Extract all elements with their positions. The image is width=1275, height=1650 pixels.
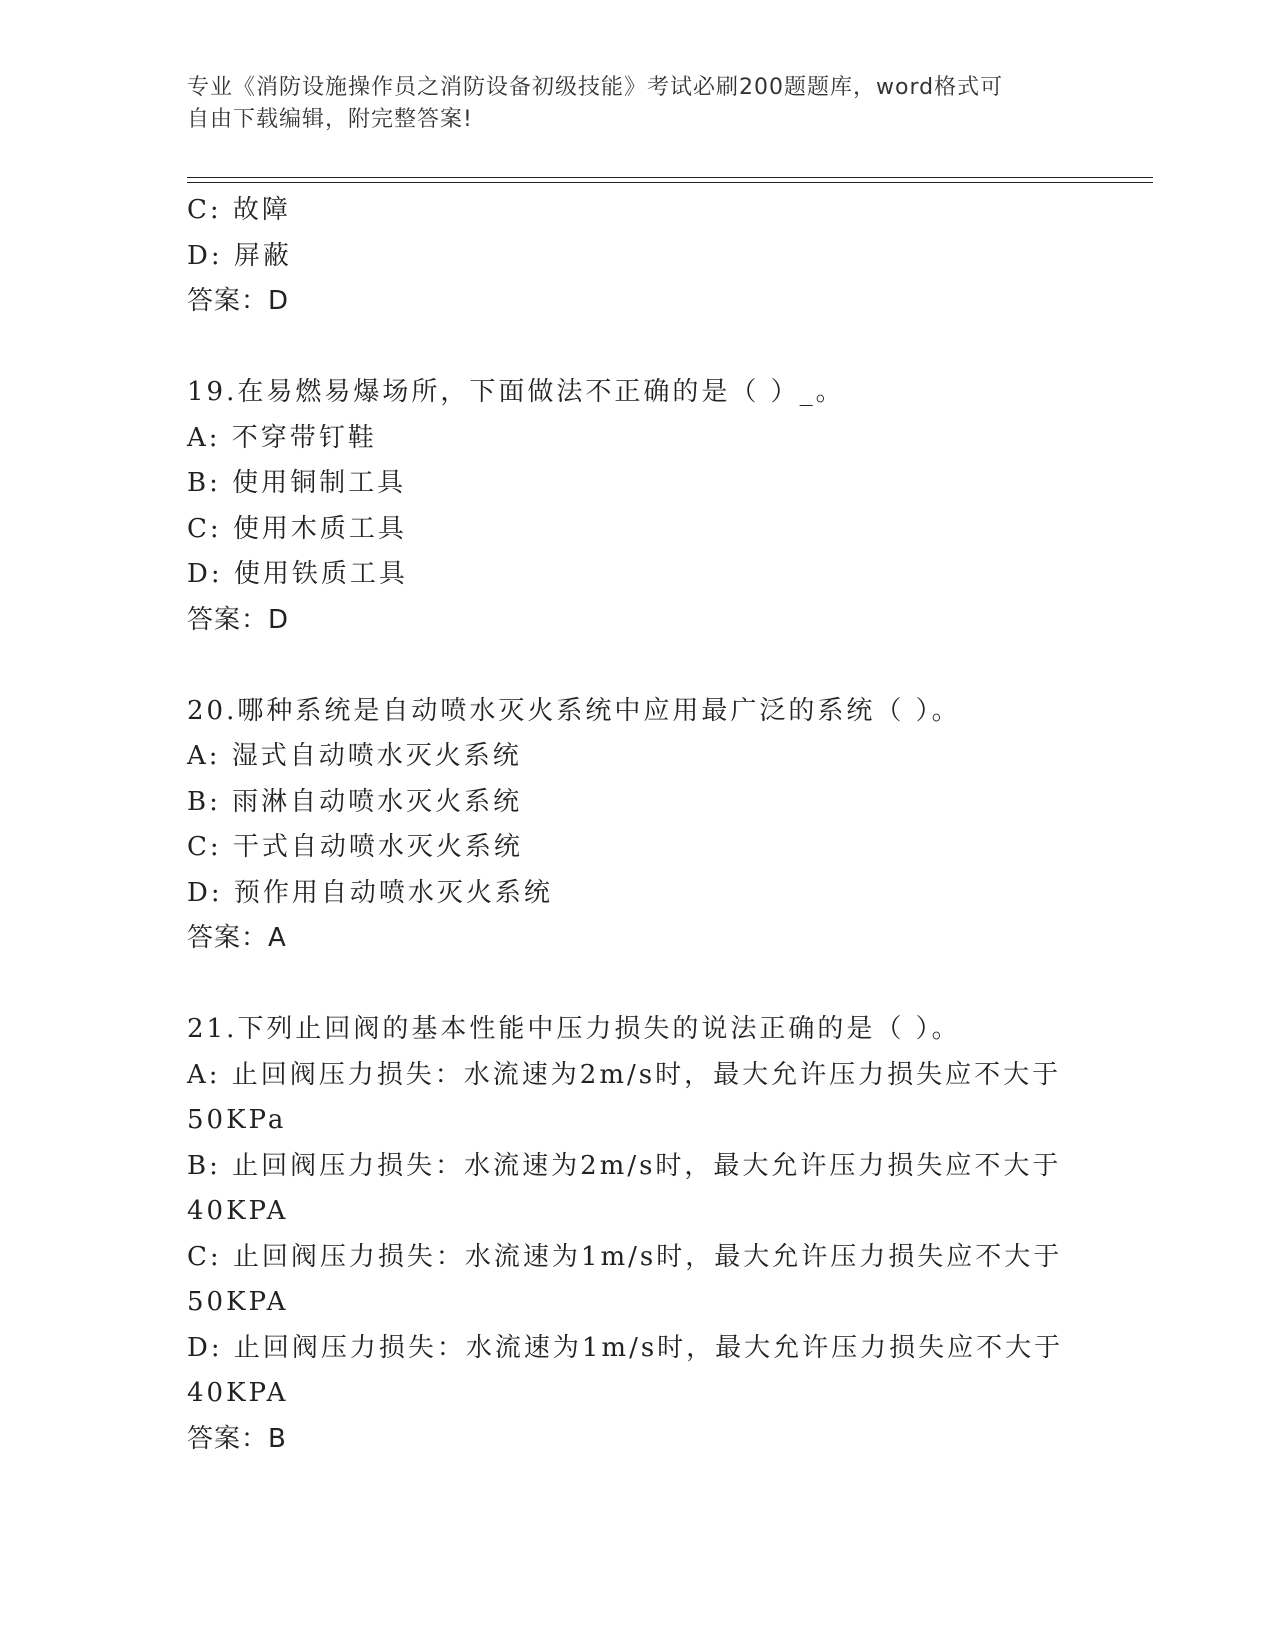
- answer: 答案：A: [187, 923, 287, 953]
- header-divider-bottom: [187, 182, 1153, 183]
- option-b: B: 使用铜制工具: [187, 468, 407, 498]
- header-divider-top: [187, 177, 1153, 178]
- question-20: [187, 689, 1087, 962]
- answer: 答案：D: [187, 604, 290, 635]
- option-d: D: 使用铁质工具: [187, 559, 408, 589]
- option-b: B: 止回阀压力损失：水流速为2m/s时，最大允许压力损失应不大于: [187, 1150, 1062, 1181]
- option-c: C: 使用木质工具: [187, 513, 407, 544]
- option-a-continued: 50KPa: [187, 1105, 287, 1135]
- option-a: A: 不穿带钉鞋: [187, 422, 377, 453]
- header-line-2: 自由下载编辑，附完整答案!: [187, 107, 473, 132]
- option-c-continued: 50KPA: [187, 1287, 289, 1317]
- question-stem: 19.在易燃易爆场所，下面做法不正确的是（ ）_。: [187, 377, 845, 407]
- question-18-tail: [187, 188, 1087, 325]
- spacer: [187, 962, 1087, 1008]
- answer: 答案：D: [187, 286, 290, 316]
- option-b-continued: 40KPA: [187, 1196, 289, 1226]
- question-list: [187, 188, 1087, 1462]
- header-line-1: 专业《消防设施操作员之消防设备初级技能》考试必刷200题题库，word格式可: [187, 75, 1004, 100]
- option-c: C: 故障: [187, 195, 291, 225]
- option-b: B: 雨淋自动喷水灭火系统: [187, 786, 523, 817]
- document-header: [187, 72, 1067, 136]
- spacer: [187, 325, 1087, 371]
- option-a: A: 湿式自动喷水灭火系统: [187, 741, 522, 771]
- spacer: [187, 643, 1087, 689]
- option-c: C: 止回阀压力损失：水流速为1m/s时，最大允许压力损失应不大于: [187, 1241, 1063, 1272]
- question-stem: 21.下列止回阀的基本性能中压力损失的说法正确的是（ ）。: [187, 1014, 961, 1044]
- option-d: D: 屏蔽: [187, 240, 292, 271]
- question-21: [187, 1007, 1087, 1462]
- question-19: [187, 370, 1087, 643]
- option-d: D: 预作用自动喷水灭火系统: [187, 877, 553, 908]
- question-stem: 20.哪种系统是自动喷水灭火系统中应用最广泛的系统（ ）。: [187, 695, 961, 726]
- option-d: D: 止回阀压力损失：水流速为1m/s时，最大允许压力损失应不大于: [187, 1332, 1064, 1363]
- answer: 答案：B: [187, 1423, 287, 1454]
- option-a: A: 止回阀压力损失：水流速为2m/s时，最大允许压力损失应不大于: [187, 1059, 1062, 1090]
- option-d-continued: 40KPA: [187, 1378, 289, 1408]
- option-c: C: 干式自动喷水灭火系统: [187, 832, 523, 862]
